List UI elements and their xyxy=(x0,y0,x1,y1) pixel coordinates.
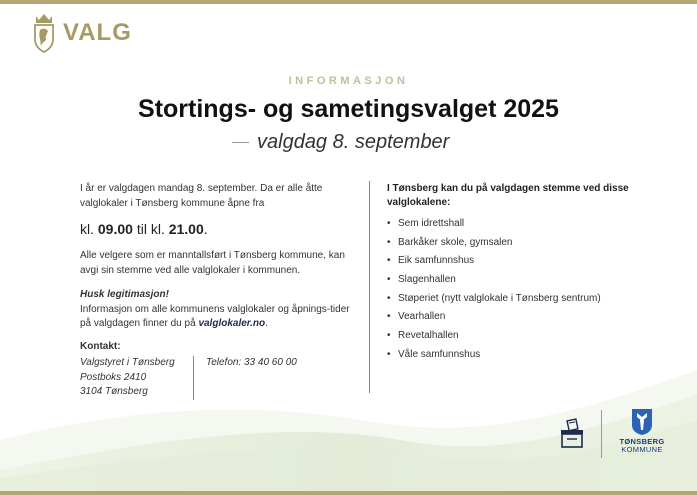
contact-divider xyxy=(193,356,194,400)
list-item: • Sem idrettshall xyxy=(387,215,667,234)
municipality-sub: KOMMUNE xyxy=(621,445,663,455)
list-item: • Barkåker skole, gymsalen xyxy=(387,234,667,253)
list-item: • Våle samfunnshus xyxy=(387,346,667,365)
hours-from: 09.00 xyxy=(97,221,133,237)
contact-pobox: Postboks 2410 xyxy=(80,371,147,383)
info-suffix: . xyxy=(265,318,268,330)
info-body: Informasjon om alle kommunens valglokaler og åpnings-tider på valgdagen finner du på xyxy=(80,303,350,330)
location-list xyxy=(387,215,667,365)
lion-coat-of-arms-icon xyxy=(31,12,57,54)
list-item: • Revetalhallen xyxy=(387,327,667,346)
ballot-box-icon xyxy=(557,417,587,449)
page-subtitle xyxy=(232,131,449,154)
tonsberg-kommune-logo xyxy=(612,408,672,455)
list-item: • Støperiet (nytt valglokale i Tønsberg sentrum) xyxy=(387,290,667,309)
hours-to: 21.00 xyxy=(168,221,204,237)
right-column xyxy=(387,182,667,365)
contact-heading: Kontakt: xyxy=(80,340,121,352)
info-text xyxy=(80,303,350,332)
contact-org: Valgstyret i Tønsberg xyxy=(80,357,175,369)
id-reminder: Husk legitimasjon! xyxy=(80,289,169,301)
voters-text: Alle velgere som er manntallsført i Tønsberg kommune, kan avgi sin stemme ved alle valglokaler i kommunen. xyxy=(80,250,345,276)
municipality-name: TØNSBERG xyxy=(619,437,665,446)
footer-divider xyxy=(601,410,602,458)
logo-text: VALG xyxy=(63,19,132,46)
valglokaler-link[interactable]: valglokaler.no xyxy=(198,318,266,330)
list-item: • Eik samfunnshus xyxy=(387,252,667,271)
tonsberg-crest-icon xyxy=(631,408,653,436)
hours-mid: til kl. xyxy=(136,221,165,237)
bottom-gold-line xyxy=(0,491,697,495)
page-title: Stortings- og sametingsvalget 2025 xyxy=(138,95,559,123)
contact-address xyxy=(80,356,193,400)
contact-postal: 3104 Tønsberg xyxy=(80,386,148,398)
list-item: • Slagenhallen xyxy=(387,271,667,290)
subtitle-text: valgdag 8. september xyxy=(257,131,450,153)
valg-logo xyxy=(31,12,132,54)
contact-block xyxy=(80,340,350,401)
contact-phone: Telefon: 33 40 60 00 xyxy=(206,357,297,369)
em-dash-line xyxy=(232,142,249,143)
list-item: • Vearhallen xyxy=(387,308,667,327)
locations-heading: I Tønsberg kan du på valgdagen stemme ved disse valglokalene: xyxy=(387,183,629,208)
left-column xyxy=(80,182,350,400)
hours-suffix: . xyxy=(203,221,208,237)
opening-hours xyxy=(80,219,350,239)
intro-text: I år er valgdagen mandag 8. september. Da er alle åtte valglokaler i Tønsberg kommune åpne fra xyxy=(80,183,323,209)
column-divider xyxy=(369,181,370,393)
hours-prefix: kl. xyxy=(80,221,94,237)
kicker-label: INFORMASJON xyxy=(288,75,409,87)
